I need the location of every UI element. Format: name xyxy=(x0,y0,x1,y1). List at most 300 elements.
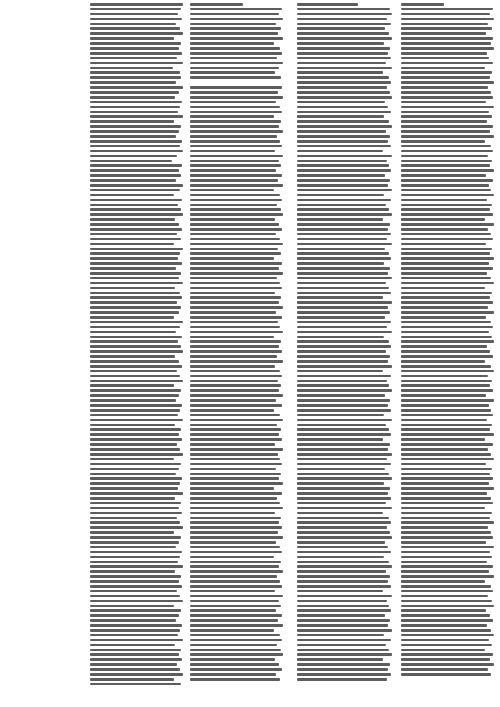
text-line xyxy=(90,345,181,348)
text-line xyxy=(297,326,387,329)
text-line xyxy=(190,262,282,265)
text-line xyxy=(190,639,282,642)
text-line xyxy=(90,463,181,466)
text-line xyxy=(90,57,177,60)
text-line xyxy=(401,169,494,172)
text-line xyxy=(297,62,386,65)
text-line xyxy=(90,321,183,324)
text-line xyxy=(401,67,485,70)
text-line xyxy=(401,639,489,642)
text-line xyxy=(90,18,182,21)
text-line xyxy=(90,267,176,270)
text-line xyxy=(401,556,492,559)
text-line xyxy=(190,213,283,216)
text-line xyxy=(297,644,386,647)
text-line xyxy=(401,585,491,588)
text-line xyxy=(90,130,179,133)
text-line xyxy=(297,331,392,334)
text-line xyxy=(297,311,390,314)
text-line xyxy=(401,384,490,387)
text-line xyxy=(190,189,274,192)
text-line xyxy=(190,37,283,40)
text-line xyxy=(190,27,281,30)
text-line xyxy=(90,380,183,383)
text-line xyxy=(297,204,386,207)
text-line xyxy=(297,3,358,6)
text-line xyxy=(297,71,383,74)
text-line xyxy=(401,673,491,676)
text-line xyxy=(90,419,183,422)
text-line xyxy=(297,624,388,627)
text-line xyxy=(90,448,180,451)
text-line xyxy=(90,360,179,363)
text-line xyxy=(190,67,279,70)
text-line xyxy=(190,311,276,314)
text-line xyxy=(90,62,183,65)
text-line xyxy=(90,331,176,334)
text-line xyxy=(297,375,391,378)
text-line xyxy=(190,91,278,94)
text-line xyxy=(297,160,387,163)
text-line xyxy=(401,111,489,114)
text-line xyxy=(401,8,493,11)
text-line xyxy=(297,487,390,490)
text-line xyxy=(401,106,494,109)
text-line xyxy=(190,512,275,515)
text-line xyxy=(190,296,281,299)
text-line xyxy=(401,600,492,603)
text-line xyxy=(401,27,492,30)
text-line xyxy=(297,316,385,319)
text-line xyxy=(190,336,274,339)
text-line xyxy=(90,526,183,529)
text-line xyxy=(90,223,179,226)
text-line xyxy=(190,42,274,45)
text-line xyxy=(90,8,181,11)
text-line xyxy=(90,27,180,30)
text-line xyxy=(190,106,280,109)
text-line xyxy=(297,135,390,138)
text-line xyxy=(297,199,391,202)
text-line xyxy=(190,619,278,622)
text-line xyxy=(190,140,280,143)
text-line xyxy=(401,257,494,260)
text-line xyxy=(90,482,180,485)
text-line xyxy=(90,453,183,456)
text-line xyxy=(401,52,487,55)
text-line xyxy=(190,575,277,578)
text-line xyxy=(297,619,390,622)
text-line xyxy=(401,536,493,539)
text-line xyxy=(297,673,391,676)
text-line xyxy=(297,419,392,422)
text-line xyxy=(401,306,488,309)
text-line xyxy=(190,287,282,290)
text-line xyxy=(90,204,178,207)
text-line xyxy=(297,140,388,143)
text-line xyxy=(190,340,281,343)
text-line xyxy=(297,463,391,466)
text-line xyxy=(401,473,490,476)
text-line xyxy=(90,468,179,471)
text-line xyxy=(190,428,281,431)
text-line xyxy=(401,13,490,16)
text-line xyxy=(297,380,387,383)
text-line xyxy=(401,326,493,329)
text-line xyxy=(190,521,279,524)
text-line xyxy=(190,160,279,163)
text-line xyxy=(90,609,181,612)
text-line xyxy=(297,634,384,637)
text-line xyxy=(401,282,494,285)
text-line xyxy=(190,565,279,568)
text-line xyxy=(297,399,390,402)
text-line xyxy=(90,32,183,35)
text-line xyxy=(401,526,488,529)
text-line xyxy=(90,91,179,94)
text-line xyxy=(90,81,176,84)
text-line xyxy=(401,350,490,353)
text-line xyxy=(401,331,489,334)
text-line xyxy=(90,213,183,216)
text-line xyxy=(90,600,183,603)
text-line xyxy=(401,590,493,593)
text-column-4 xyxy=(401,3,497,678)
text-line xyxy=(190,135,277,138)
text-line xyxy=(297,497,391,500)
text-line xyxy=(90,375,180,378)
text-line xyxy=(190,52,282,55)
text-line xyxy=(90,160,172,163)
text-line xyxy=(190,233,276,236)
text-line xyxy=(90,199,182,202)
text-line xyxy=(297,272,388,275)
text-line xyxy=(401,512,492,515)
text-line xyxy=(297,262,384,265)
text-line xyxy=(190,243,283,246)
text-line xyxy=(401,336,492,339)
text-line xyxy=(190,18,283,21)
text-line xyxy=(190,174,282,177)
text-line xyxy=(190,482,283,485)
text-line xyxy=(401,605,494,608)
text-line xyxy=(90,125,181,128)
text-line xyxy=(401,394,486,397)
text-line xyxy=(297,561,389,564)
text-line xyxy=(190,673,276,676)
text-line xyxy=(90,536,181,539)
text-line xyxy=(90,595,180,598)
text-line xyxy=(90,179,176,182)
text-line xyxy=(297,296,383,299)
text-line xyxy=(190,600,279,603)
text-line xyxy=(297,458,387,461)
text-line xyxy=(190,184,283,187)
text-line xyxy=(297,120,389,123)
text-line xyxy=(401,223,494,226)
text-line xyxy=(297,575,390,578)
text-line xyxy=(90,292,180,295)
text-line xyxy=(297,233,391,236)
text-line xyxy=(190,365,275,368)
text-line xyxy=(401,340,494,343)
text-line xyxy=(90,115,183,118)
text-line xyxy=(401,86,488,89)
text-line xyxy=(190,120,281,123)
text-line xyxy=(297,350,386,353)
text-line xyxy=(90,487,178,490)
text-line xyxy=(90,502,181,505)
text-line xyxy=(401,546,494,549)
text-line xyxy=(297,81,391,84)
text-line xyxy=(401,272,487,275)
text-line xyxy=(90,492,183,495)
text-line xyxy=(190,394,283,397)
text-line xyxy=(90,424,175,427)
text-line xyxy=(90,120,174,123)
text-line xyxy=(401,380,492,383)
text-line xyxy=(90,619,176,622)
text-line xyxy=(297,517,389,520)
text-line xyxy=(401,96,493,99)
text-line xyxy=(401,262,489,265)
text-line xyxy=(90,3,183,6)
text-line xyxy=(401,428,490,431)
text-line xyxy=(190,507,283,510)
text-line xyxy=(401,595,488,598)
text-line xyxy=(401,570,489,573)
text-line xyxy=(190,663,279,666)
text-line xyxy=(190,653,283,656)
text-line xyxy=(90,565,183,568)
text-line xyxy=(190,360,283,363)
text-line xyxy=(190,194,280,197)
text-line xyxy=(401,3,444,6)
text-line xyxy=(90,414,178,417)
text-line xyxy=(297,502,386,505)
text-line xyxy=(90,585,182,588)
text-line xyxy=(401,189,491,192)
text-line xyxy=(190,468,276,471)
text-line xyxy=(297,184,388,187)
text-line xyxy=(401,311,494,314)
text-line xyxy=(190,570,283,573)
text-line xyxy=(401,580,485,583)
text-line xyxy=(90,189,180,192)
text-line xyxy=(90,551,182,554)
text-line xyxy=(90,521,180,524)
text-line xyxy=(190,321,278,324)
text-line xyxy=(401,482,489,485)
text-line xyxy=(90,350,183,353)
text-line xyxy=(297,301,392,304)
text-line xyxy=(90,257,178,260)
text-line xyxy=(401,360,485,363)
text-line xyxy=(401,81,494,84)
text-line xyxy=(190,658,275,661)
text-line xyxy=(401,179,493,182)
text-line xyxy=(401,477,493,480)
text-line xyxy=(190,145,282,148)
text-line xyxy=(401,458,494,461)
text-line xyxy=(401,389,493,392)
text-line xyxy=(190,453,278,456)
text-line xyxy=(401,463,486,466)
text-line xyxy=(401,321,491,324)
text-line xyxy=(90,47,179,50)
text-line xyxy=(401,296,490,299)
text-line xyxy=(190,204,277,207)
text-line xyxy=(297,277,392,280)
text-line xyxy=(297,468,385,471)
text-line xyxy=(297,23,391,26)
text-line xyxy=(190,277,277,280)
text-line xyxy=(297,292,391,295)
text-line xyxy=(190,585,282,588)
text-line xyxy=(401,199,487,202)
text-line xyxy=(401,301,493,304)
text-line xyxy=(190,424,277,427)
text-line xyxy=(90,590,177,593)
text-line xyxy=(297,164,389,167)
text-line xyxy=(401,204,492,207)
text-line xyxy=(190,267,279,270)
text-line xyxy=(297,414,384,417)
text-line xyxy=(90,384,174,387)
text-line xyxy=(297,248,385,251)
text-line xyxy=(90,67,173,70)
text-line xyxy=(297,57,391,60)
text-line xyxy=(90,135,176,138)
text-line xyxy=(90,311,179,314)
text-line xyxy=(297,492,388,495)
text-line xyxy=(190,252,281,255)
text-line xyxy=(401,164,490,167)
text-line xyxy=(297,223,390,226)
text-line xyxy=(90,243,174,246)
text-line xyxy=(297,482,384,485)
text-line xyxy=(297,243,392,246)
text-line xyxy=(190,644,277,647)
text-line xyxy=(297,130,386,133)
text-line xyxy=(401,433,494,436)
text-line xyxy=(297,238,387,241)
text-line xyxy=(90,541,179,544)
text-line xyxy=(401,155,488,158)
text-line xyxy=(297,213,392,216)
text-line xyxy=(190,624,283,627)
text-line xyxy=(190,150,275,153)
text-line xyxy=(90,497,175,500)
text-line xyxy=(90,37,174,40)
text-line xyxy=(90,336,182,339)
text-line xyxy=(90,23,176,26)
text-line xyxy=(190,208,281,211)
text-line xyxy=(297,345,391,348)
text-line xyxy=(90,399,176,402)
text-line xyxy=(90,326,180,329)
text-line xyxy=(90,174,181,177)
text-line xyxy=(90,355,175,358)
text-line xyxy=(190,57,277,60)
text-line xyxy=(401,125,493,128)
text-line xyxy=(90,111,178,114)
text-line xyxy=(190,551,282,554)
text-line xyxy=(190,492,282,495)
text-line xyxy=(297,125,392,128)
text-line xyxy=(401,47,494,50)
text-line xyxy=(401,404,489,407)
text-line xyxy=(90,624,182,627)
text-line xyxy=(297,370,383,373)
text-line xyxy=(90,438,182,441)
text-line xyxy=(90,458,174,461)
text-line xyxy=(90,365,182,368)
text-line xyxy=(297,355,390,358)
text-line xyxy=(401,507,485,510)
text-line xyxy=(297,287,389,290)
text-line xyxy=(297,145,391,148)
text-line xyxy=(90,238,181,241)
text-line xyxy=(90,507,179,510)
text-line xyxy=(401,409,491,412)
text-line xyxy=(297,629,392,632)
text-line xyxy=(190,609,276,612)
text-line xyxy=(297,365,392,368)
text-line xyxy=(297,404,388,407)
text-line xyxy=(297,86,387,89)
text-line xyxy=(401,32,486,35)
text-line xyxy=(190,458,280,461)
text-line xyxy=(297,473,389,476)
text-line xyxy=(190,199,282,202)
text-line xyxy=(401,213,493,216)
text-line xyxy=(190,370,280,373)
text-line xyxy=(297,267,390,270)
text-line xyxy=(297,360,388,363)
text-line xyxy=(90,556,180,559)
text-line xyxy=(297,91,390,94)
text-line xyxy=(297,150,383,153)
text-line xyxy=(190,590,275,593)
text-line xyxy=(90,673,183,676)
text-line xyxy=(90,443,177,446)
text-line xyxy=(190,76,281,79)
text-line xyxy=(190,414,280,417)
text-line xyxy=(90,76,181,79)
text-line xyxy=(401,243,486,246)
text-line xyxy=(190,497,277,500)
text-line xyxy=(297,570,386,573)
text-line xyxy=(297,18,387,21)
text-line xyxy=(401,575,494,578)
text-line xyxy=(401,18,494,21)
text-line xyxy=(190,433,279,436)
text-line xyxy=(90,86,183,89)
text-line xyxy=(401,521,494,524)
text-line xyxy=(297,115,384,118)
text-line xyxy=(297,169,391,172)
text-line xyxy=(401,233,491,236)
text-line xyxy=(401,443,493,446)
text-column-3 xyxy=(297,3,395,683)
text-line xyxy=(297,678,387,681)
text-line xyxy=(90,512,182,515)
text-line xyxy=(297,433,391,436)
text-line xyxy=(90,272,181,275)
text-line xyxy=(401,653,493,656)
text-line xyxy=(297,218,383,221)
